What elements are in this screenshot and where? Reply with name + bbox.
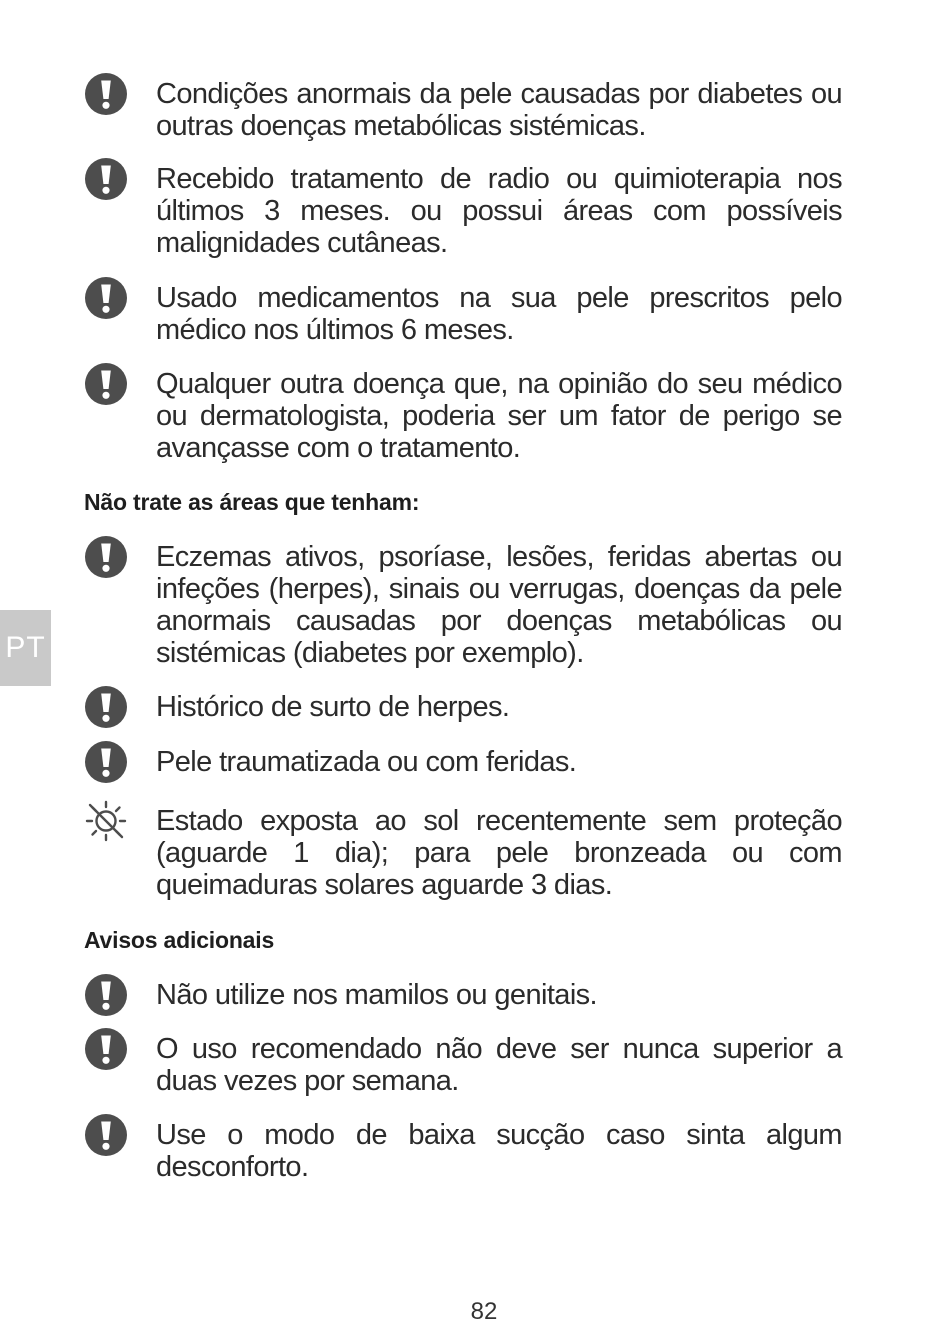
exclamation-icon xyxy=(84,157,128,201)
exclamation-icon xyxy=(84,362,128,406)
list-item-text: Não utilize nos mamilos ou genitais. xyxy=(156,979,598,1011)
list-item-text: Usado medicamentos na sua pele prescritos pelo médico nos últimos 6 meses. xyxy=(156,282,842,346)
list-item xyxy=(84,1033,844,1097)
exclamation-icon xyxy=(84,276,128,320)
list-item xyxy=(84,691,844,729)
list-item-text: Estado exposta ao sol recentemente sem proteção (aguarde 1 dia); para pele bronzeada ou com queimaduras solares aguarde 3 dias. xyxy=(156,805,842,901)
exclamation-icon xyxy=(84,740,128,784)
list-item xyxy=(84,163,844,259)
exclamation-icon xyxy=(84,72,128,116)
section-heading: Não trate as áreas que tenham: xyxy=(84,489,420,515)
list-item xyxy=(84,979,844,1017)
list-item-text: Recebido tratamento de radio ou quimioterapia nos últimos 3 meses. ou possui áreas com possíveis malignidades cutâneas. xyxy=(156,163,842,259)
list-item-text: Condições anormais da pele causadas por diabetes ou outras doenças metabólicas sistémicas. xyxy=(156,78,842,142)
exclamation-icon xyxy=(84,1027,128,1071)
list-item-text: Eczemas ativos, psoríase, lesões, feridas abertas ou infeções (herpes), sinais ou verrugas, doenças da pele anormais causadas por doenças metabólicas ou sistémicas (diabetes por exemplo). xyxy=(156,541,842,669)
list-item xyxy=(84,805,844,901)
list-item xyxy=(84,368,844,464)
language-tab-label: PT xyxy=(5,631,46,664)
section-heading: Avisos adicionais xyxy=(84,927,275,953)
exclamation-icon xyxy=(84,685,128,729)
list-item-text: O uso recomendado não deve ser nunca superior a duas vezes por semana. xyxy=(156,1033,842,1097)
page-number: 82 xyxy=(470,1298,498,1325)
list-item xyxy=(84,282,844,346)
exclamation-icon xyxy=(84,535,128,579)
no-sun-icon xyxy=(84,799,128,843)
list-item xyxy=(84,78,844,142)
list-item-text: Use o modo de baixa sucção caso sinta algum desconforto. xyxy=(156,1119,842,1183)
list-item-text: Pele traumatizada ou com feridas. xyxy=(156,746,577,778)
list-item xyxy=(84,541,844,669)
exclamation-icon xyxy=(84,1113,128,1157)
list-item-text: Histórico de surto de herpes. xyxy=(156,691,510,723)
list-item xyxy=(84,746,844,784)
list-item xyxy=(84,1119,844,1183)
list-item-text: Qualquer outra doença que, na opinião do seu médico ou dermatologista, poderia ser um fator de perigo se avançasse com o tratamento. xyxy=(156,368,842,464)
language-tab xyxy=(0,610,51,686)
exclamation-icon xyxy=(84,973,128,1017)
